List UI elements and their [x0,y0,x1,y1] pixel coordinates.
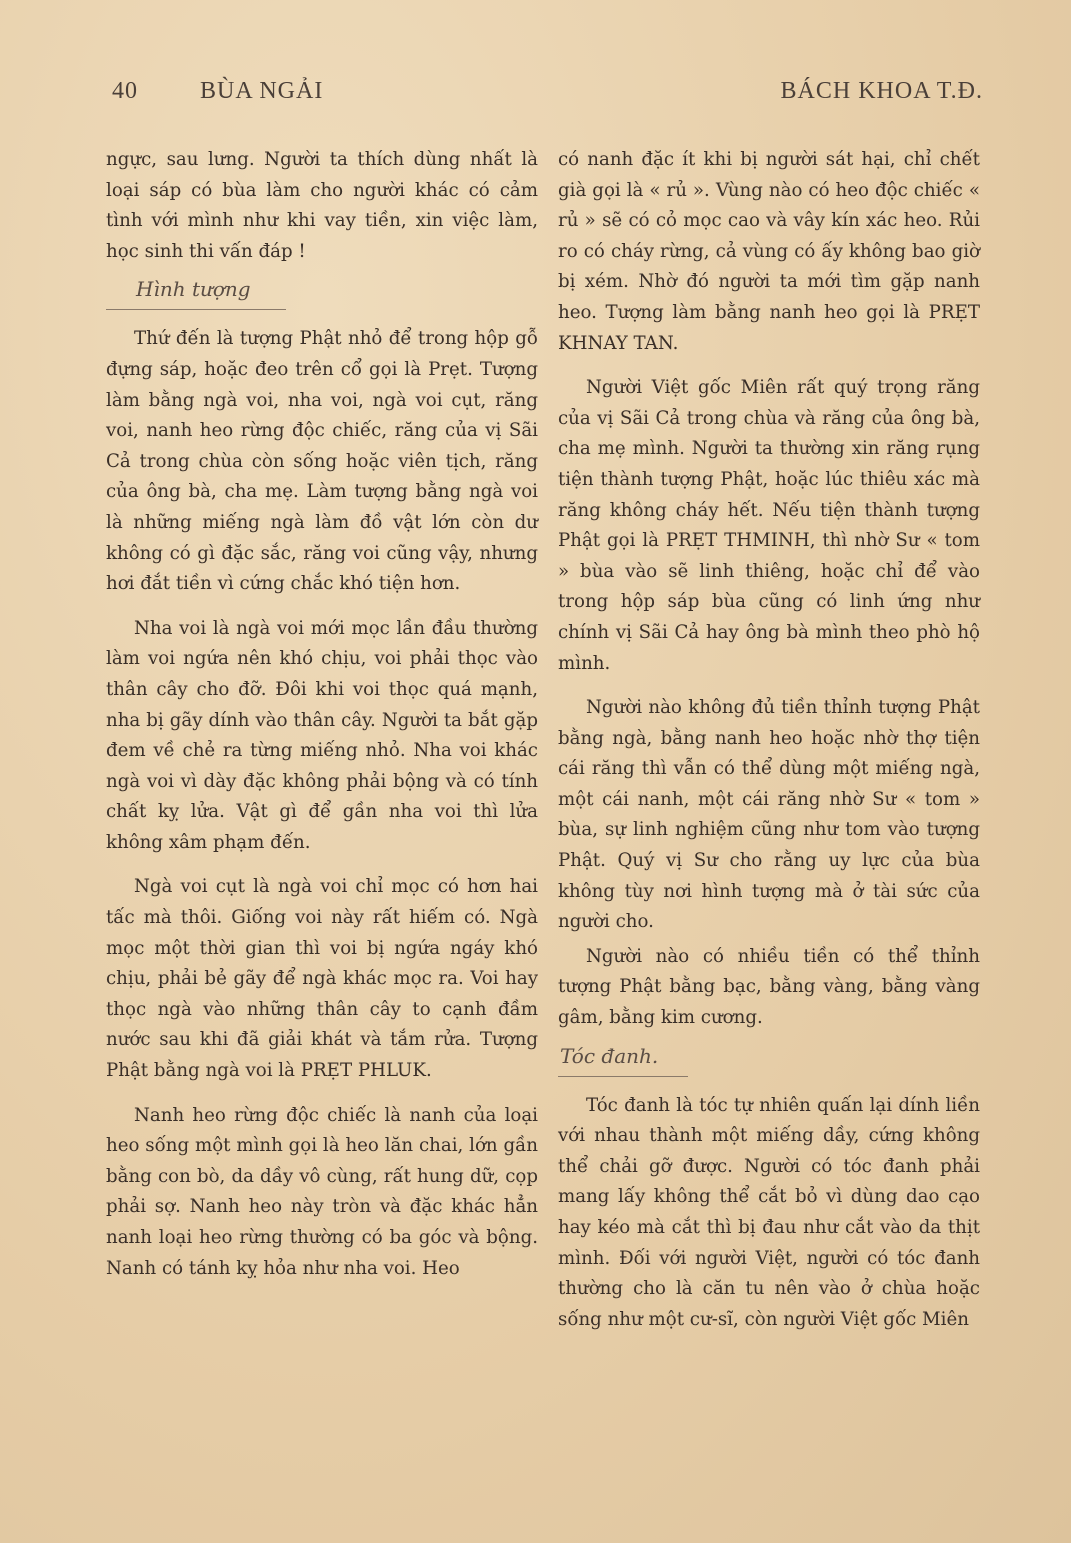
left-column [106,145,538,1284]
section-heading: Hình tượng [136,277,251,302]
heading-rule [558,1076,688,1077]
paragraph: Người nào có nhiều tiền có thể thỉnh tượng Phật bằng bạc, bằng vàng, bằng vàng gâm, bằng kim cương. [558,945,980,1029]
paragraph: Người nào không đủ tiền thỉnh tượng Phật bằng ngà, bằng nanh heo hoặc nhờ thợ tiện cái răng thì vẫn có thể dùng một miếng ngà, một cái nanh, một cái răng nhờ Sư « tom » bùa, sự linh nghiệm cũng như tom vào tượng Phật. Quý vị Sư cho rằng uy lực của bùa không tùy nơi hình tượng mà ở tài sức của người cho. [558,697,980,933]
section-heading: Tóc đanh. [560,1043,659,1068]
magazine-name: BÁCH KHOA T.Đ. [780,78,983,104]
paragraph: Tóc đanh là tóc tự nhiên quấn lại dính liền với nhau thành một miếng dầy, cứng không thể chải gỡ được. Người có tóc đanh phải mang lấy không thể cắt bỏ vì dùng dao cạo hay kéo mà cắt thì bị đau như cắt vào da thịt mình. Đối với người Việt, người có tóc đanh thường cho là căn tu nên vào ở chùa hoặc sống như một cư-sĩ, còn người Việt gốc Miên [558,1094,980,1330]
page-header [112,78,983,110]
paragraph: Nha voi là ngà voi mới mọc lần đầu thường làm voi ngứa nên khó chịu, voi phải thọc vào thân cây cho đỡ. Đôi khi voi thọc quá mạnh, nha bị gãy dính vào thân cây. Người ta bắt gặp đem về chẻ ra từng miếng nhỏ. Nha voi khác ngà voi vì dày đặc không phải bộng và có tính chất kỵ lửa. Vật gì để gần nha voi thì lửa không xâm phạm đến. [106,617,538,853]
paragraph: Người Việt gốc Miên rất quý trọng răng của vị Sãi Cả trong chùa và răng của ông bà, cha mẹ mình. Người ta thường xin răng rụng tiện thành tượng Phật, hoặc lúc thiêu xác mà răng không cháy hết. Nếu tiện thành tượng Phật gọi là PRẸT THMINH, thì nhờ Sư « tom » bùa vào sẽ linh thiêng, hoặc chỉ để vào trong hộp sáp bùa cũng có linh ứng như chính vị Sãi Cả hay ông bà mình theo phò hộ mình. [558,377,980,674]
page-number: 40 [112,78,138,104]
paragraph: Ngà voi cụt là ngà voi chỉ mọc có hơn hai tấc mà thôi. Giống voi này rất hiếm có. Ngà mọc một thời gian thì voi bị ngứa ngáy khó chịu, phải bẻ gãy để ngà khác mọc ra. Voi hay thọc ngà vào những thân cây to cạnh đầm nước sau khi đã giải khát và tắm rửa. Tượng Phật bằng ngà voi là PRẸT PHLUK. [106,876,538,1082]
paragraph: Thứ đến là tượng Phật nhỏ để trong hộp gỗ đựng sáp, hoặc đeo trên cổ gọi là Prẹt. Tượng làm bằng ngà voi, nha voi, ngà voi cụt, răng voi, nanh heo rừng độc chiếc, răng của vị Sãi Cả trong chùa còn sống hoặc viên tịch, răng của ông bà, cha mẹ. Làm tượng bằng ngà voi là những miếng ngà làm đồ vật lớn còn dư không có gì đặc sắc, răng voi cũng vậy, nhưng hơi đắt tiền vì cứng chắc khó tiện hơn. [106,328,538,595]
right-column [558,145,980,1335]
running-title: BÙA NGẢI [200,78,324,104]
paragraph: có nanh đặc ít khi bị người sát hại, chỉ chết già gọi là « rủ ». Vùng nào có heo độc chiếc « rủ » sẽ có cỏ mọc cao và vây kín xác heo. Rủi ro có cháy rừng, cả vùng có ấy không bao giờ bị xém. Nhờ đó người ta mới tìm gặp nanh heo. Tượng làm bằng nanh heo gọi là PRẸT KHNAY TAN. [558,149,980,354]
paragraph: ngực, sau lưng. Người ta thích dùng nhất là loại sáp có bùa làm cho người khác có cảm tình với mình như khi vay tiền, xin việc làm, học sinh thi vấn đáp ! [106,149,538,262]
heading-rule [106,309,286,310]
paragraph: Nanh heo rừng độc chiếc là nanh của loại heo sống một mình gọi là heo lăn chai, lớn gần bằng con bò, da dầy vô cùng, rất hung dữ, cọp phải sợ. Nanh heo này tròn và đặc khác hẳn nanh loại heo rừng thường có ba góc và bộng. Nanh có tánh kỵ hỏa như nha voi. Heo [106,1104,538,1279]
